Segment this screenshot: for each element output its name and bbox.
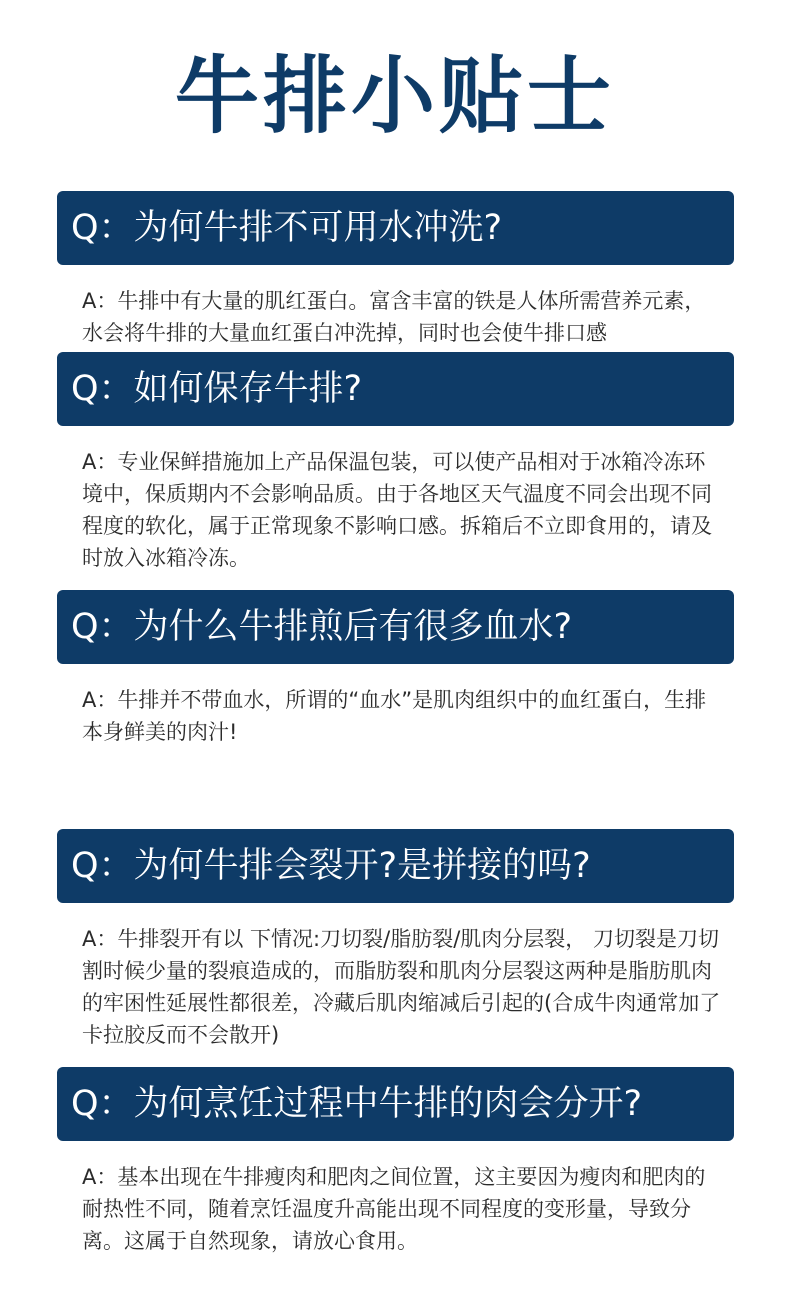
faq-answer-wash: A：牛排中有大量的肌红蛋白。富含丰富的铁是人体所需营养元素，水会将牛排的大量血红蛋白冲洗掉，同时也会使牛排口感 xyxy=(82,289,706,345)
faq-answer-cracking: A：牛排裂开有以 下情况:刀切裂/脂肪裂/肌肉分层裂， 刀切裂是刀切割时候少量的裂痕造成的，而脂肪裂和肌肉分层裂这两种是脂肪肌肉的牢困性延展性都很差，冷藏后肌肉缩减后引起的(合成牛肉通常加了卡拉胶反而不会散开) xyxy=(82,927,721,1047)
faq-answer-separation: A：基本出现在牛排瘦肉和肥肉之间位置，这主要因为瘦肉和肥肉的耐热性不同，随着烹饪温度升高能出现不同程度的变形量，导致分离。这属于自然现象，请放心食用。 xyxy=(82,1165,706,1253)
faq-question-cracking: Q：为何牛排会裂开?是拼接的吗? xyxy=(57,829,734,903)
faq-answer-blood-water: A：牛排并不带血水，所谓的“血水”是肌肉组织中的血红蛋白，生排本身鲜美的肉汁! xyxy=(82,688,707,744)
faq-question-blood-water: Q：为什么牛排煎后有很多血水? xyxy=(57,590,734,664)
faq-question-separation: Q：为何烹饪过程中牛排的肉会分开? xyxy=(57,1067,734,1141)
page-title: 牛排小贴士 xyxy=(174,47,615,145)
faq-question-wash: Q：为何牛排不可用水冲洗? xyxy=(57,191,734,265)
faq-question-storage: Q：如何保存牛排? xyxy=(57,352,734,426)
faq-answer-storage: A：专业保鲜措施加上产品保温包装，可以使产品相对于冰箱冷冻环境中，保质期内不会影响品质。由于各地区天气温度不同会出现不同程度的软化，属于正常现象不影响口感。拆箱后不立即食用的，请及时放入冰箱冷冻。 xyxy=(82,450,712,570)
